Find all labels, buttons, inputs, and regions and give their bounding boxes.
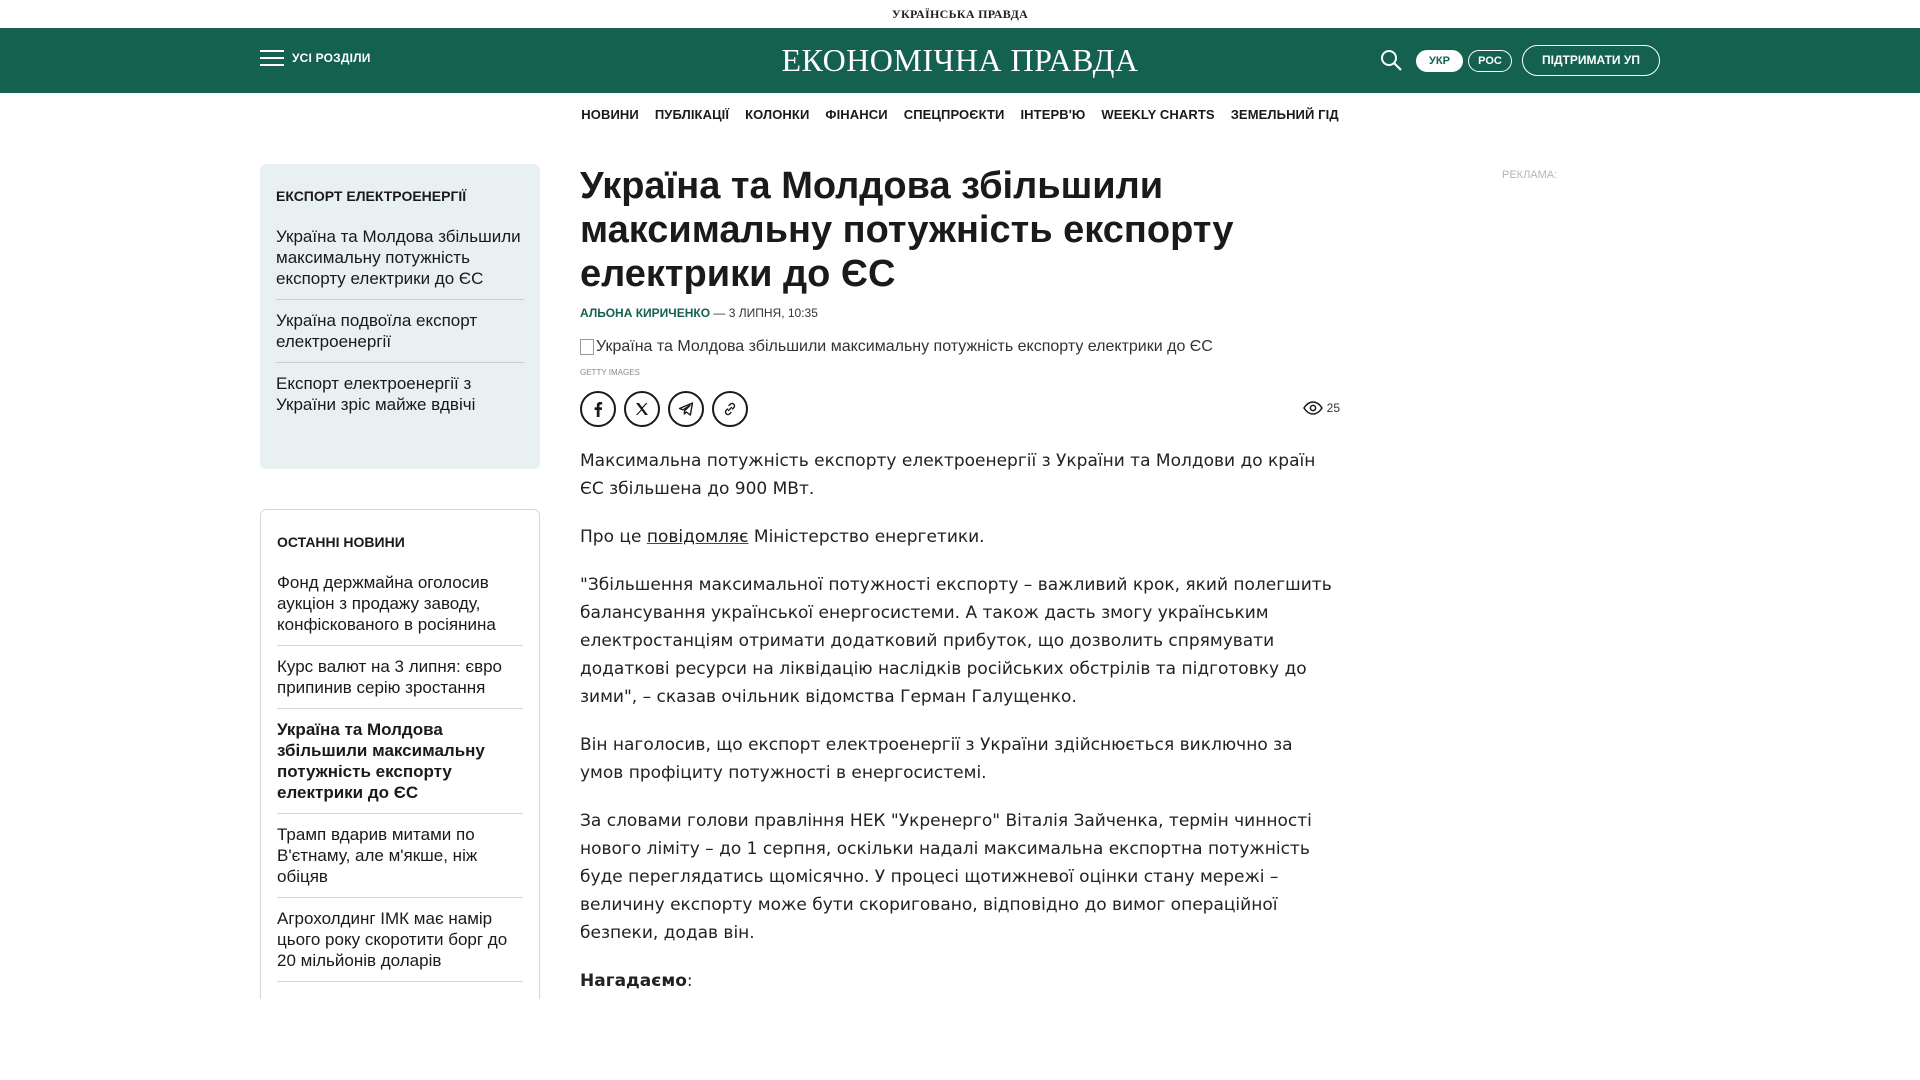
ad-label: РЕКЛАМА: — [1502, 169, 1558, 181]
article-paragraph: За словами голови правління НЕК "Укренерго" Віталія Зайченка, термін чинності нового ліміту – до 1 серпня, оскільки надалі максимальна експортна потужність буде переглядатись щомісячно. У процесі щотижневої оцінки стану мережі – величину експорту може бути скориговано, відповідно до вимог операційної безпеки, додав він. — [580, 811, 1312, 943]
lang-ros-button[interactable]: РОС — [1468, 50, 1512, 72]
article-paragraph: "Збільшення максимальної потужності експорту – важливий крок, який полегшить балансування української енергосистеми. А також дасть змогу українським електростанціям отримати додатковий прибуток, що дозволить спрямувати додаткові ресурси на ліквідацію наслідків російських обстрілів та підготовку до зими", – сказав очільник відомства Герман Галущенко. — [580, 575, 1332, 707]
latest-news-item[interactable]: Трамп вдарив митами по В'єтнаму, але м'якше, ніж обіцяв — [277, 814, 523, 898]
latest-news-item[interactable]: Агрохолдинг ІМК має намір цього року скоротити борг до 20 мільйонів доларів — [277, 898, 523, 982]
nav-item-interview[interactable]: ІНТЕРВ'Ю — [1020, 106, 1086, 122]
nav-item-special-projects[interactable]: СПЕЦПРОЄКТИ — [903, 106, 1005, 122]
article-title: Україна та Молдова збільшили максимальну потужність експорту електрики до ЄС — [580, 165, 1234, 295]
article-paragraph: Він наголосив, що експорт електроенергії з України здійснюється виключно за умов профіциту потужності в енергосистемі. — [580, 735, 1293, 783]
view-count-value: 25 — [1326, 401, 1340, 415]
topic-item[interactable]: Експорт електроенергії з України зріс майже вдвічі — [276, 374, 476, 414]
source-link[interactable]: повідомляє — [646, 527, 749, 547]
image-credit: GETTY IMAGES — [580, 368, 640, 377]
topic-item[interactable]: Україна подвоїла експорт електроенергії — [276, 300, 524, 363]
latest-news-item[interactable]: Фонд держмайна оголосив аукціон з продажу заводу, конфіскованого в росіянина — [277, 562, 523, 646]
up-brand-link[interactable]: УКРАЇНСЬКА ПРАВДА — [891, 7, 1029, 21]
nav-item-weekly-charts[interactable]: WEEKLY CHARTS — [1101, 106, 1215, 122]
publish-date: — 3 ЛИПНЯ, 10:35 — [713, 306, 818, 320]
site-header — [0, 28, 1920, 93]
eye-icon — [1303, 401, 1323, 415]
lang-ukr-button[interactable]: УКР — [1416, 50, 1463, 72]
telegram-share-icon[interactable] — [668, 391, 704, 427]
latest-news-title[interactable]: ОСТАННІ НОВИНИ — [277, 534, 405, 550]
site-logo[interactable]: ЕКОНОМІЧНА ПРАВДА — [781, 42, 1139, 78]
nav-item-publications[interactable]: ПУБЛІКАЦІЇ — [654, 106, 730, 122]
nav-item-columns[interactable]: КОЛОНКИ — [745, 106, 810, 122]
nav-item-news[interactable]: НОВИНИ — [581, 106, 639, 122]
topic-box-title[interactable]: ЕКСПОРТ ЕЛЕКТРОЕНЕРГІЇ — [276, 188, 467, 204]
search-icon[interactable] — [1379, 48, 1403, 72]
article-image-alt: Україна та Молдова збільшили максимальну потужність експорту електрики до ЄС — [596, 338, 1213, 355]
view-count — [1303, 401, 1340, 415]
latest-news-item-current[interactable]: Україна та Молдова збільшили максимальну потужність експорту електрики до ЄС — [277, 709, 523, 814]
broken-image-icon — [580, 339, 594, 355]
byline — [580, 306, 1340, 320]
article-paragraph: Про це повідомляє Міністерство енергетики. — [580, 527, 985, 547]
reminder-heading: Нагадаємо: — [580, 971, 693, 991]
latest-news-box — [260, 509, 540, 999]
copy-link-icon[interactable] — [712, 391, 748, 427]
main-nav — [0, 93, 1920, 135]
topic-item[interactable]: Україна та Молдова збільшили максимальну потужність експорту електрики до ЄС — [276, 216, 524, 300]
x-share-icon[interactable] — [624, 391, 660, 427]
share-bar — [580, 391, 1340, 427]
latest-news-item[interactable]: Курс валют на 3 липня: євро припинив серію зростання — [277, 646, 523, 709]
article — [580, 164, 1340, 995]
article-body — [580, 447, 1340, 995]
nav-item-finance[interactable]: ФІНАНСИ — [825, 106, 888, 122]
article-image — [580, 338, 1340, 356]
support-button[interactable]: ПІДТРИМАТИ УП — [1522, 45, 1660, 76]
author-link[interactable]: АЛЬОНА КИРИЧЕНКО — [580, 306, 711, 320]
all-sections-label: УСІ РОЗДІЛИ — [292, 51, 371, 65]
article-paragraph: Максимальна потужність експорту електроенергії з України та Молдови до країн ЄС збільшена до 900 МВт. — [580, 451, 1316, 499]
facebook-share-icon[interactable] — [580, 391, 616, 427]
nav-item-land-guide[interactable]: ЗЕМЕЛЬНИЙ ГІД — [1230, 106, 1339, 122]
topic-box — [260, 164, 540, 469]
up-top-strip — [0, 0, 1920, 28]
